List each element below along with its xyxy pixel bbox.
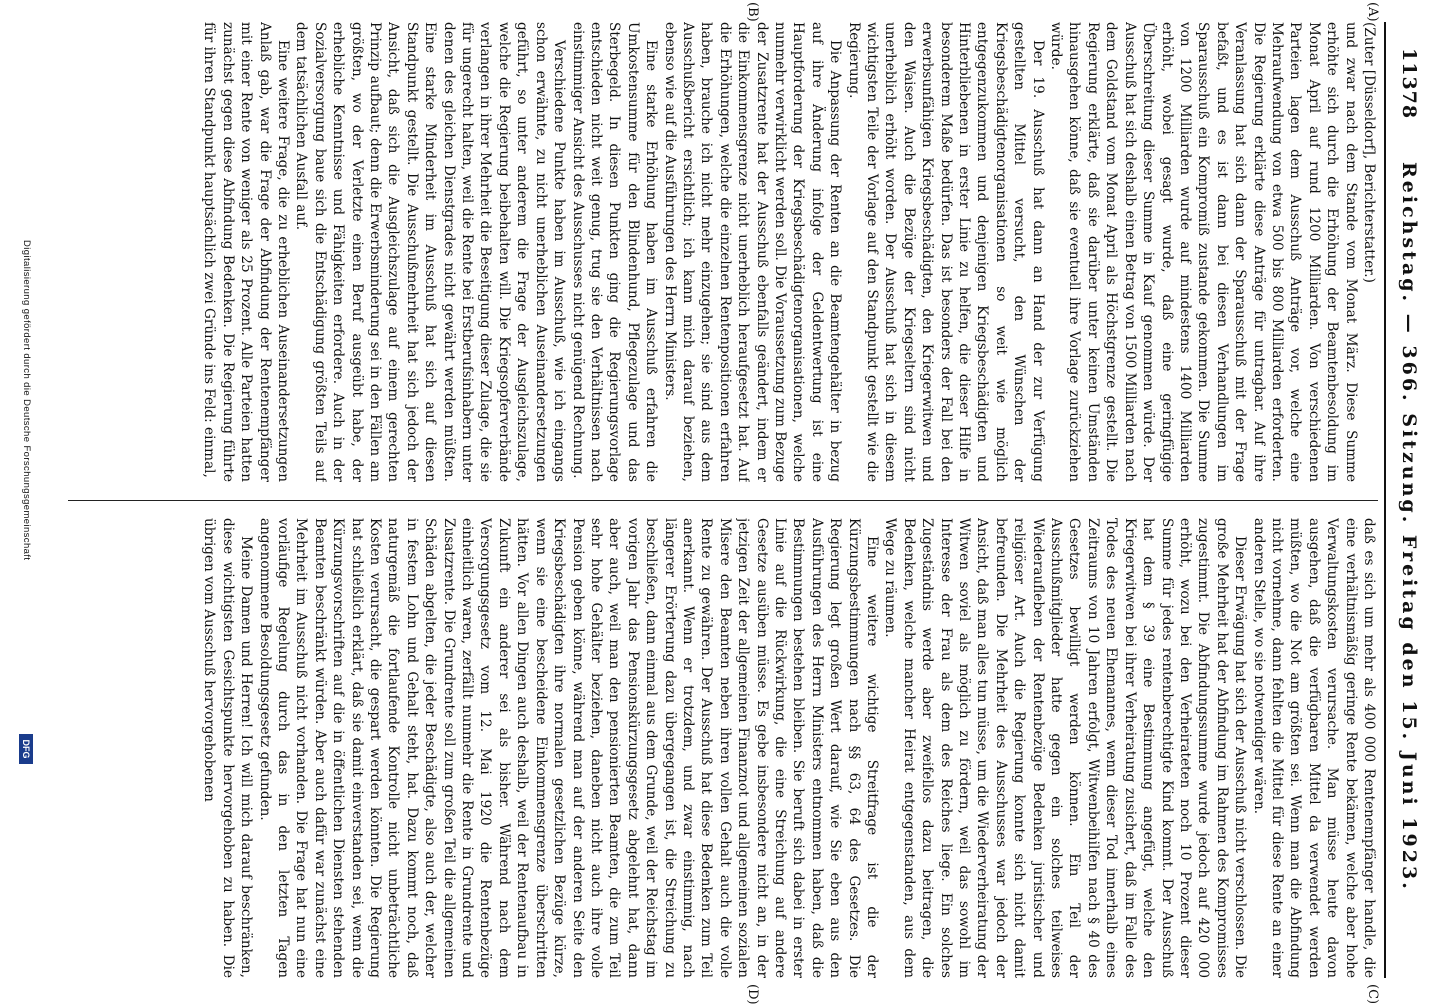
page-number: 11378 [1398,48,1420,120]
margin-marker-d: (D) [745,984,760,1005]
header-rule [1384,22,1386,978]
paragraph: Verschiedene Punkte haben im Ausschuß, wie ich eingangs schon erwähnte, zu nicht unerheblichen Auseinandersetzungen geführt, so unter anderem die Frage der Ausgleichszulage, welche die Regierung beibehalten will. Die Kriegsopferverbände verlangen in ihrer Mehrheit die Beseitigung dieser Zulage, die sie für ungerecht halten, weil die Rente bei Erstberufsinhabern unter denen des gleichen Dienstgrades nicht gewährt werden müßten. Eine starke Minderheit im Ausschuß hat sich auf diesen Standpunkt gestellt. Die Ausschußmehrheit hat sich jedoch der Ansicht, daß sich die Ausgleichszulage auf einem gerechten Prinzip aufbaut; denn die Erwerbsminderung sei in den Fällen am größten, wo der Verletzte einen Beruf ausgeübt habe, der erhebliche Kenntnisse und Fähigkeiten erfordere. Auch in der Sozialversorgung baue sich die Entschädigung größten Teils auf dem tatsächlichen Ausfall auf. [293,22,568,482]
paragraph: (Zuter [Düsseldorf], Berichterstatter.) [1361,22,1377,283]
paragraph: Die Anpassung der Renten an die Beamtengehälter in bezug auf ihre Änderung infolge der Geldentwertung ist eine Hauptforderung der Kriegsbeschädigtenorganisationen, welche nunmehr verwirklicht werden soll. Die Voraussetzung zum Bezuge der Zusatzrente hat der Ausschuß ebenfalls geändert, indem er die Einkommensgrenze nicht unerheblich heraufgesetzt hat. Auf die Erhöhungen, welche die einzelnen Rentenpositionen erfahren haben, brauche ich nicht mehr einzugehen; sie sind aus dem Ausschußbericht ersichtlich; ich kann mich darauf beziehen, ebenso wie auf die Ausführungen des Herrn Ministers. [661,22,844,482]
paragraph: Eine weitere Frage, die zu erheblichen Auseinandersetzungen Anlaß gab, war die Frage der Abfindung der Rentenempfänger mit einer Rente von weniger als 25 Prozent. Alle Parteien hatten zunächst gegen diese Abfindung Bedenken. Die Regierung führte für ihren Standpunkt hauptsächlich zwei Gründe ins Feld: einmal, [201,22,292,482]
margin-marker-b: (B) [745,2,760,22]
paragraph: Eine starke Erhöhung haben im Ausschuß erfahren die Umkostensumme für den Blindenhund, Pflegezulage und das Sterbegeld. In diesen Punkten ging die Regierungsvorlage entschieden nicht weit genug, trug sie den Verhältnissen nach einstimmiger Ansicht des Ausschusses nicht genügend Rechnung. [569,22,660,482]
margin-marker-a: (A) [1365,2,1380,22]
paragraph: daß es sich um mehr als 400 000 Rentenempfänger handle, die eine verhältnismäßig geringe Rente bekämen, welche aber hohe Verwaltungskosten verursache. Man müsse heute davon ausgehen, daß die verfügbaren Mittel da verwendet werden müßten, wo die Not am größten sei. Wenn man die Abfindung nicht vornehme, dann fehlten die Mittel für diese Rente an einer anderen Stelle, wo sie notwendiger wären. [1250,518,1377,978]
running-title: Reichstag. — 366. Sitzung. Freitag den 15. Juni 1923. [1398,162,1420,892]
column-divider [68,500,1378,501]
page-header [1374,22,1426,978]
right-text-column [68,518,1378,978]
left-text-column [68,22,1378,482]
paragraph: Meine Damen und Herren! Ich will mich darauf beschränken, diese wichtigsten Gesichtspunkte hervorgehoben zu haben. Die übrigen vom Ausschuß hervorgehobenen [201,518,255,978]
paragraph: Eine weitere wichtige Streitfrage ist die der Kürzungsbestimmungen nach §§ 63, 64 des Gesetzes. Die Regierung legt großen Wert darauf, wie Sie eben aus den Ausführungen des Herrn Ministers entnommen haben, daß die Bestimmungen bestehen bleiben. Sie beruft sich dabei in erster Linie auf die Rückwirkung, die eine Streichung auf andere Gesetze ausüben müsse. Es gebe insbesondere nicht an, in der jetzigen Zeit der allgemeinen Finanznot und allgemeinen sozialen Misere den Beamten neben ihren vollen Gehalt auch die volle Rente zu gewähren. Der Ausschuß hat diese Bedenken zum Teil anerkannt. Wenn er trotzdem, und zwar einstimmig, nach längerer Erörterung dazu übergegangen ist, die Streichung zu beschließen, dann einmal aus dem Grunde, weil der Reichstag im vorigen Jahr das Pensionskürzungsgesetz abgelehnt hat, dann aber auch, weil man den pensionierten Beamten, die zum Teil sehr hohe Gehälter beziehen, daneben nicht auch ihre volle Pension geben könne, während man auf der anderen Seite den Kriegsbeschädigten ihre normalen gesetzlichen Bezüge kürze, wenn sie eine bescheidene Einkommensgrenze überschritten hätten. Vor allen Dingen auch deshalb, weil der Rentenaufbau in Zukunft ein anderer sei als bisher. Während nach dem Versorgungsgesetz vom 12. Mai 1920 die Rentenbezüge einheitlich waren, zerfällt nunmehr die Rente in Grundrente und Zusatzrente. Die Grundrente soll zum großen Teil die allgemeinen Schäden abgelten, die jeder Beschädigte, also auch der, welcher in festem Lohn und Gehalt steht, hat. Dazu kommt noch, daß naturgemäß die fortlaufende Kontrolle nicht unbeträchtliche Kosten verursacht, die gespart werden könnten. Die Regierung hat schließlich erklärt, daß sie damit einverstanden sei, wenn die Kürzungsvorschriften auf die in öffentlichen Diensten stehenden Beamten beschränkt würden. Aber auch dafür war zunächst eine Mehrheit im Ausschuß nicht vorhanden. Die Frage hat nun eine vorläufige Regelung durch das in den letzten Tagen angenommene Besoldungsgesetz gefunden. [256,518,881,978]
page-content [56,2,1426,1005]
paragraph: und zwar nach dem Stande vom Monat März. Diese Summe erhöhte sich durch die Erhöhung der Beamtenbesoldung im Monat April auf rund 1200 Milliarden. Von verschiedenen Parteien lagen dem Ausschuß Anträge vor, welche eine Mehraufwendung von etwa 500 bis 800 Milliarden erforderten. Die Regierung erklärte diese Anträge für untragbar. Auf ihre Veranlassung hat sich dann der Sparausschuß mit der Frage befaßt, und es ist dann bei diesen Verhandlungen im Sparausschuß ein Kompromiß zustande gekommen. Die Summe von 1200 Milliarden wurde auf mindestens 1400 Milliarden erhöht, wobei gesagt wurde, daß eine geringfügige Überschreitung dieser Summe in Kauf genommen würde. Der Ausschuß hat sich deshalb einen Betrag von 1500 Milliarden nach dem Goldstand vom Monat April als Höchstgrenze gestellt. Die Regierung erklärte, daß sie darüber unter keinen Umständen hinausgehen könne, daß sie eventuell ihre Vorlage zurückziehen würde. [1048,22,1359,482]
dfg-logo: DFG [19,734,33,764]
paragraph: Der 19. Ausschuß hat dann an Hand der zur Verfügung gestellten Mittel versucht, den Wünschen der Kriegsbeschädigtenorganisationen so weit wie möglich entgegenzukommen und denjenigen Kriegsbeschädigten und Hinterbliebenen in erster Linie zu helfen, die dieser Hilfe in besonderem Maße bedürfen. Das ist besonders der Fall bei den erwerbsunfähigen Kriegsbeschädigten, den Kriegerwitwen und den Waisen. Auch die Bezüge der Kriegseltern sind nicht unerheblich erhöht worden. Der Ausschuß hat sich in diesem wichtigsten Teile der Vorlage auf den Standpunkt gestellt wie die Regierung. [845,22,1046,482]
margin-marker-c: (C) [1365,984,1380,1005]
digitization-credit: Digitalisierung gefördert durch die Deutsche Forschungsgemeinschaft [21,240,32,561]
paragraph: Dieser Erwägung hat sich der Ausschuß nicht verschlossen. Die große Mehrheit hat der Abfindung im Rahmen des Kompromisses zugestimmt. Die Abfindungssumme wurde jedoch auf 420 000 erhöht, wozu bei den Verheirateten noch 10 Prozent dieser Summe für jedes rentenberechtigte Kind kommt. Der Ausschuß hat dem § 39 eine Bestimmung angefügt, welche den Kriegerwitwen bei ihrer Verheiratung zusichert, daß im Falle des Todes des neuen Ehemannes, wenn dieser Tod innerhalb eines Zeitraums von 10 Jahren erfolgt, Witwenbeihilfen nach § 40 des Gesetzes bewilligt werden können. Ein Teil der Ausschußmitglieder hatte gegen ein solches teilweises Wiederaufleben der Rentenbezüge Bedenken juristischer und religiöser Art. Auch die Regierung konnte sich nicht damit befreunden. Die Mehrheit des Ausschusses war jedoch der Ansicht, daß man alles tun müsse, um die Wiederverheiratung der Witwen soviel als möglich zu fördern, weil das sowohl im Interesse der Frau als dem des Reiches liege. Ein solches Zugeständnis werde aber zweifellos dazu beitragen, die Bedenken, welche mancher Heirat entgegenstanden, aus dem Wege zu räumen. [882,518,1249,978]
